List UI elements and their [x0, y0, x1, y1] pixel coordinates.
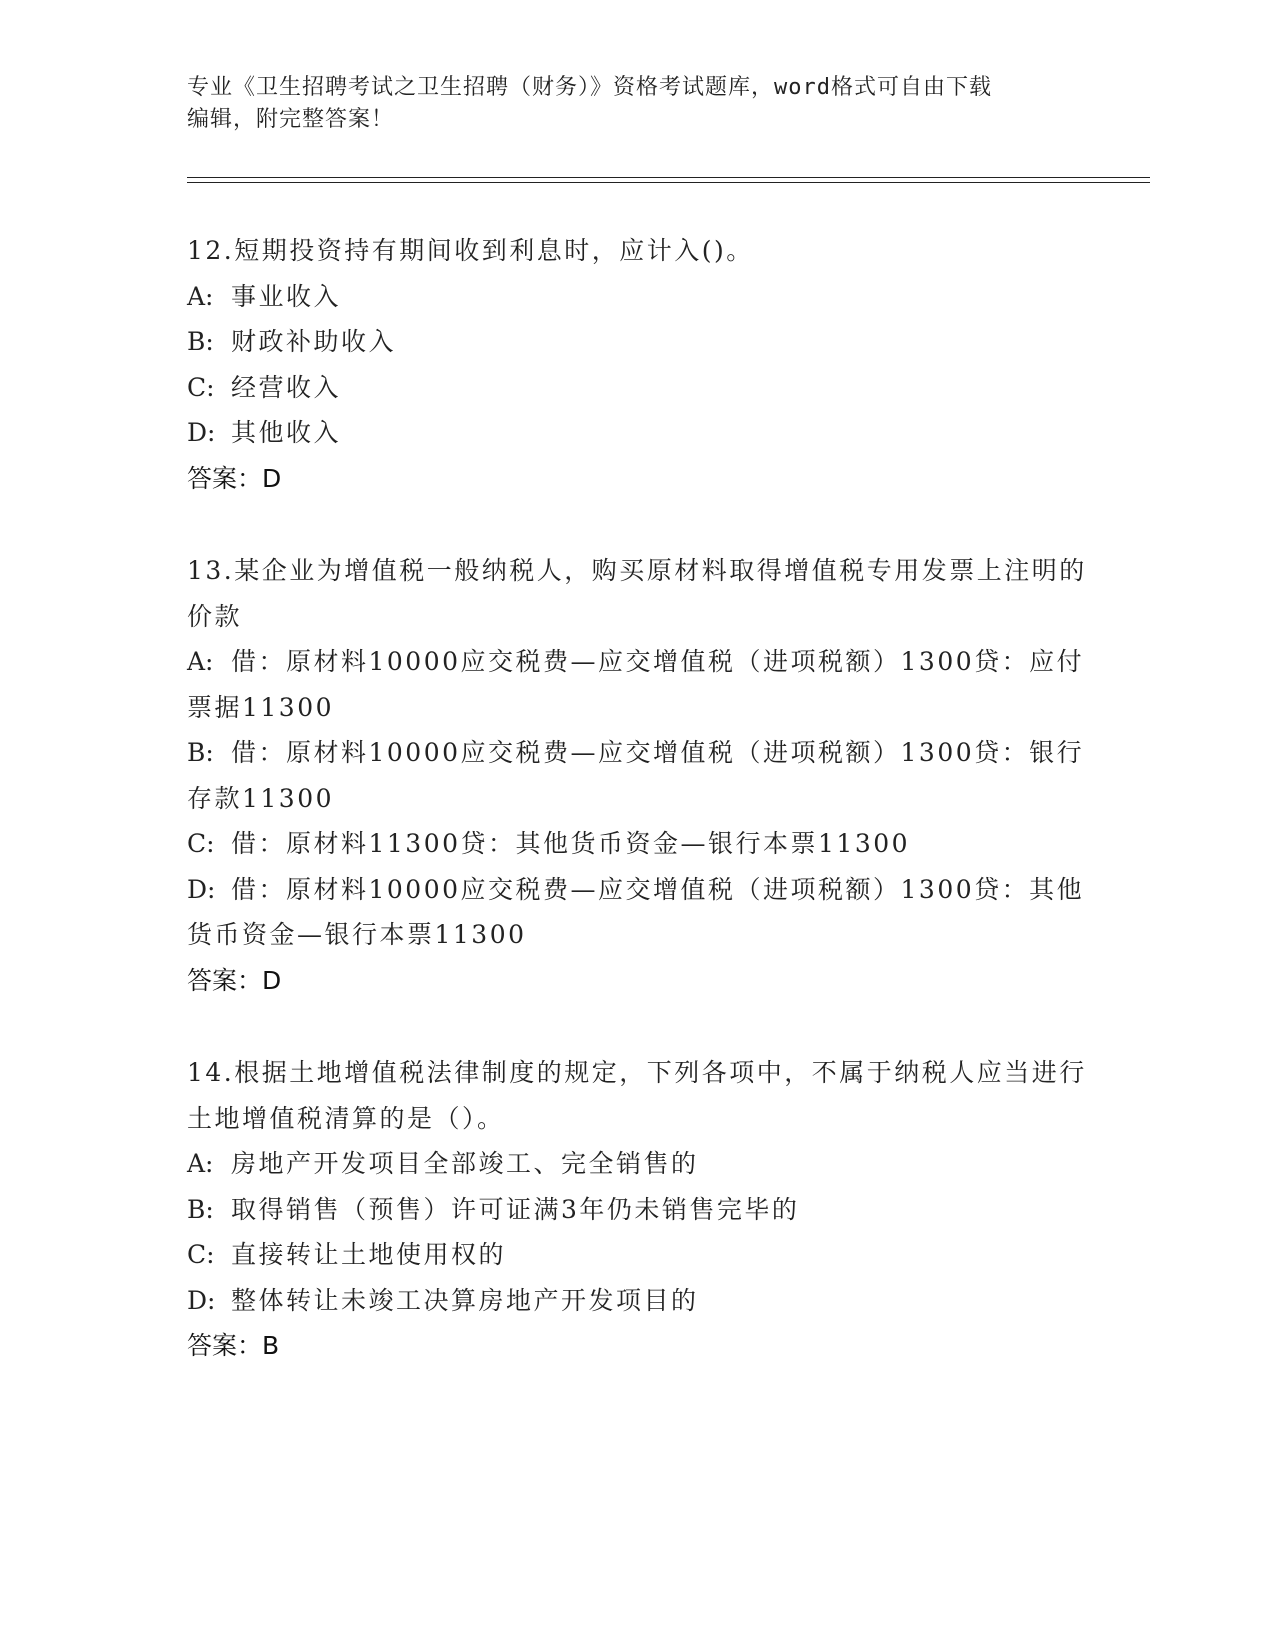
option-b [187, 1187, 1087, 1233]
option-b [187, 730, 1087, 821]
header-rule-bottom [187, 182, 1150, 183]
document-header [187, 72, 1087, 136]
option-letter: D: [187, 874, 216, 904]
option-c [187, 821, 1087, 867]
question-list [187, 228, 1087, 1416]
question-13 [187, 548, 1087, 1003]
question-14 [187, 1050, 1087, 1369]
option-text: 借：原材料10000应交税费—应交增值税（进项税额）1300贷：其他货币资金—银行本票11300 [187, 874, 1085, 949]
option-a [187, 639, 1087, 730]
header-line-2: 编辑，附完整答案！ [187, 107, 395, 132]
option-text: 事业收入 [231, 281, 342, 311]
option-d [187, 1278, 1087, 1324]
option-text: 直接转让土地使用权的 [231, 1240, 507, 1269]
option-letter: B: [187, 1194, 214, 1224]
question-stem: 14.根据土地增值税法律制度的规定，下列各项中，不属于纳税人应当进行土地增值税清算的是（）。 [187, 1058, 1087, 1133]
header-line-1: 专业《卫生招聘考试之卫生招聘（财务）》资格考试题库，word格式可自由下载 [187, 75, 992, 100]
option-letter: C: [187, 372, 215, 402]
option-text: 房地产开发项目全部竣工、完全销售的 [231, 1149, 699, 1178]
option-text: 借：原材料11300贷：其他货币资金—银行本票11300 [231, 829, 911, 858]
option-text: 取得销售（预售）许可证满3年仍未销售完毕的 [231, 1194, 800, 1224]
option-letter: C: [187, 1240, 215, 1269]
header-rule-top [187, 177, 1150, 178]
question-stem: 13.某企业为增值税一般纳税人，购买原材料取得增值税专用发票上注明的价款 [187, 556, 1087, 631]
option-letter: A: [187, 647, 214, 676]
option-letter: B: [187, 738, 214, 767]
answer-line: 答案：D [187, 965, 282, 995]
option-c [187, 1232, 1087, 1278]
option-letter: D: [187, 418, 216, 447]
option-letter: C: [187, 829, 215, 858]
option-d [187, 410, 1087, 456]
option-a [187, 1141, 1087, 1187]
option-a [187, 274, 1087, 320]
option-letter: A: [187, 281, 214, 311]
option-text: 经营收入 [231, 372, 342, 402]
option-text: 财政补助收入 [231, 327, 397, 356]
option-letter: B: [187, 327, 214, 356]
option-letter: A: [187, 1149, 214, 1178]
option-text: 借：原材料10000应交税费—应交增值税（进项税额）1300贷：银行存款11300 [187, 738, 1085, 813]
option-text: 整体转让未竣工决算房地产开发项目的 [231, 1285, 699, 1315]
option-c [187, 365, 1087, 411]
option-text: 其他收入 [231, 418, 342, 447]
option-d [187, 867, 1087, 958]
answer-line: 答案：D [187, 463, 282, 493]
question-stem: 12.短期投资持有期间收到利息时，应计入()。 [187, 236, 754, 265]
question-12 [187, 228, 1087, 501]
option-letter: D: [187, 1285, 216, 1315]
option-text: 借：原材料10000应交税费—应交增值税（进项税额）1300贷：应付票据11300 [187, 647, 1085, 722]
answer-line: 答案：B [187, 1331, 280, 1360]
option-b [187, 319, 1087, 365]
